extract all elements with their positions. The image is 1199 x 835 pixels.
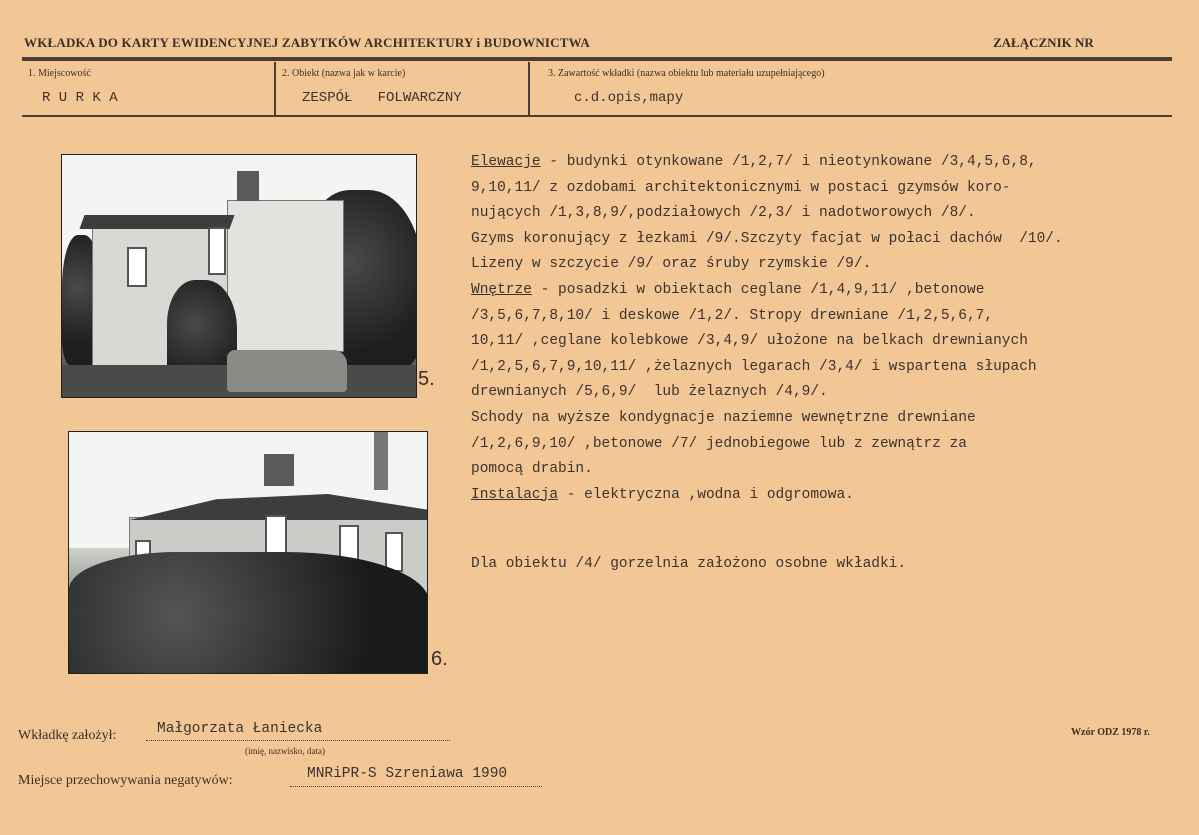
description-line: /3,5,6,7,8,10/ i deskowe /1,2/. Stropy drewniane /1,2,5,6,7, (471, 307, 994, 324)
author-value: Małgorzata Łaniecka (157, 721, 323, 737)
field-divider (274, 62, 276, 115)
description-text (471, 150, 1171, 508)
description-line: pomocą drabin. (471, 461, 593, 478)
author-label: Wkładkę założył: (18, 728, 117, 743)
fields-rule (22, 115, 1172, 117)
content-value: c.d.opis,mapy (574, 90, 684, 106)
description-line: nujących /1,3,8,9/,podziałowych /2,3/ i nadotworowych /8/. (471, 205, 976, 222)
photo-number-5: 5. (418, 368, 435, 390)
author-hint: (imię, nazwisko, data) (245, 746, 325, 756)
field-divider (528, 62, 530, 115)
form-code: Wzór ODZ 1978 r. (1071, 727, 1150, 738)
storage-value: MNRiPR-S Szreniawa 1990 (307, 766, 508, 782)
place-label: 1. Miejscowość (28, 68, 91, 79)
content-label: 3. Zawartość wkładki (nazwa obiektu lub materiału uzupełniającego) (548, 68, 825, 79)
object-label: 2. Obiekt (nazwa jak w karcie) (282, 68, 406, 79)
description-line: Lizeny w szczycie /9/ oraz śruby rzymskie /9/. (471, 256, 872, 273)
description-line: /1,2,6,9,10/ ,betonowe /7/ jednobiegowe lub z zewnątrz za (471, 435, 967, 452)
description-line: Schody na wyższe kondygnacje naziemne wewnętrzne drewniane (471, 409, 976, 426)
storage-label: Miejsce przechowywania negatywów: (18, 773, 233, 788)
description-note: Dla obiektu /4/ gorzelnia założono osobne wkładki. (471, 556, 907, 572)
description-line: Wnętrze - posadzki w obiektach ceglane /1,4,9,11/ ,betonowe (471, 281, 985, 298)
author-dotline (146, 740, 450, 741)
annex-label: ZAŁĄCZNIK NR (993, 35, 1094, 50)
description-line: /1,2,5,6,7,9,10,11/ ,żelaznych legarach /3,4/ i wspartena słupach (471, 358, 1037, 375)
object-value: ZESPÓŁ FOLWARCZNY (302, 90, 462, 106)
description-line: 10,11/ ,ceglane kolebkowe /3,4,9/ ułożone na belkach drewnianych (471, 333, 1028, 350)
storage-dotline (290, 786, 542, 787)
description-line: Gzyms koronujący z łezkami /9/.Szczyty facjat w połaci dachów /10/. (471, 230, 1063, 247)
photo-building-5 (61, 154, 417, 398)
photo-building-6 (68, 431, 428, 674)
photo-number-6: 6. (431, 648, 448, 670)
description-line: drewnianych /5,6,9/ lub żelaznych /4,9/. (471, 384, 828, 401)
card-title: WKŁADKA DO KARTY EWIDENCYJNEJ ZABYTKÓW ARCHITEKTURY i BUDOWNICTWA (24, 35, 590, 50)
header-rule (22, 57, 1172, 61)
place-value: R U R K A (42, 90, 118, 106)
description-line: Elewacje - budynki otynkowane /1,2,7/ i nieotynkowane /3,4,5,6,8, (471, 154, 1037, 170)
description-line: Instalacja - elektryczna ,wodna i odgromowa. (471, 486, 854, 503)
description-line: 9,10,11/ z ozdobami architektonicznymi w postaci gzymsów koro- (471, 179, 1011, 196)
